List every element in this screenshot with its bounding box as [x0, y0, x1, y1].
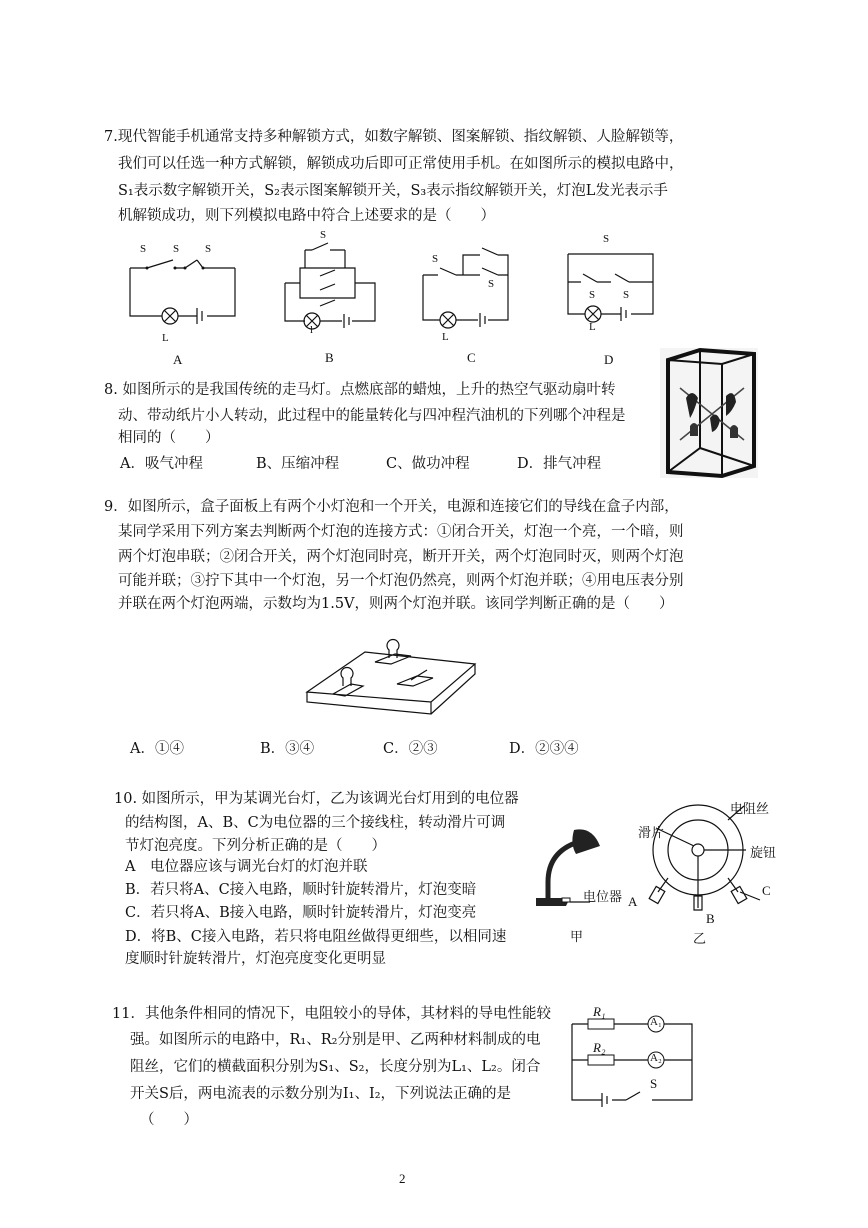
svg-text:S: S: [320, 229, 327, 241]
q7-line-1: 7.现代智能手机通常支持多种解锁方式，如数字解锁、图案解锁、指纹解锁、人脸解锁等，: [104, 129, 684, 145]
svg-text:S: S: [589, 289, 596, 301]
svg-text:S: S: [140, 243, 147, 255]
q8-option-a: A．吸气冲程: [120, 456, 203, 472]
circuit-d-diagram: [563, 233, 663, 333]
q8-line-1: 8. 如图所示的是我国传统的走马灯。点燃底部的蜡烛，上升的热空气驱动扇叶转: [104, 382, 616, 398]
svg-text:S: S: [205, 243, 212, 255]
q8-line-3: 相同的（ ）: [118, 430, 220, 446]
knob-label: 旋钮: [750, 845, 777, 860]
ammeter-circuit-diagram: [568, 1010, 698, 1110]
q8-option-b: B、压缩冲程: [256, 456, 340, 472]
q7-line-3: S₁表示数字解锁开关，S₂表示图案解锁开关，S₃表示指纹解锁开关，灯泡L发光表示手: [118, 183, 668, 199]
resistance-wire-label: 电阻丝: [730, 801, 770, 816]
q9-line-2: 某同学采用下列方案去判断两个灯泡的连接方式：①闭合开关，灯泡一个亮，一个暗，则: [118, 524, 684, 540]
q10-option-a: A 电位器应该与调光台灯的灯泡并联: [125, 859, 368, 875]
q11-line-1: 11．其他条件相同的情况下，电阻较小的导体，其材料的导电性能较: [112, 1006, 551, 1022]
ammeter-2-label: A₂: [650, 1052, 662, 1064]
circuit-b-label: B: [325, 350, 334, 365]
svg-text:S: S: [488, 278, 495, 290]
figure-jia-label: 甲: [570, 929, 584, 944]
q9-line-4: 可能并联；③拧下其中一个灯泡，另一个灯泡仍然亮，则两个灯泡并联；④用电压表分别: [118, 573, 684, 589]
q10-line-3: 节灯泡亮度。下列分析正确的是（ ）: [125, 838, 386, 854]
figure-yi-label: 乙: [693, 931, 707, 946]
circuit-d-label: D: [604, 352, 614, 367]
q11-line-3: 阻丝，它们的横截面积分别为S₁、S₂，长度分别为L₁、L₂。闭合: [130, 1059, 541, 1075]
q10-line-2: 的结构图，A、B、C为电位器的三个接线柱，转动滑片可调: [125, 815, 506, 831]
q9-option-a: A．①④: [130, 741, 184, 757]
q11-line-4: 开关S后，两电流表的示数分别为I₁、I₂，下列说法正确的是: [130, 1086, 512, 1102]
q9-line-5: 并联在两个灯泡两端，示数均为1.5V，则两个灯泡并联。该同学判断正确的是（ ）: [118, 596, 674, 612]
q10-line-1: 10. 如图所示，甲为某调光台灯，乙为该调光台灯用到的电位器: [114, 791, 519, 807]
svg-text:S: S: [432, 253, 439, 265]
q8-option-c: C、做功冲程: [386, 456, 470, 472]
q10-option-d: D．将B、C接入电路，若只将电阻丝做得更细些，以相同速: [125, 929, 507, 945]
slider-label: 滑片: [638, 825, 665, 840]
q8-option-d: D．排气冲程: [517, 456, 602, 472]
lamp-box-diagram: [305, 640, 477, 715]
svg-text:L: L: [162, 332, 169, 344]
q7-line-2: 我们可以任选一种方式解锁，解锁成功后即可正常使用手机。在如图所示的模拟电路中，: [118, 156, 684, 172]
q11-line-5: （ ）: [140, 1112, 198, 1128]
q9-option-d: D．②③④: [509, 741, 579, 757]
q7-line-4: 机解锁成功，则下列模拟电路中符合上述要求的是（ ）: [118, 208, 495, 224]
circuit-c-diagram: [418, 240, 518, 343]
terminal-b-label: B: [706, 911, 715, 926]
svg-text:S: S: [623, 289, 630, 301]
q10-option-d-cont: 度顺时针旋转滑片，灯泡亮度变化更明显: [125, 951, 386, 967]
q10-option-c: C．若只将A、B接入电路，顺时针旋转滑片，灯泡变亮: [125, 905, 477, 921]
q11-line-2: 强。如图所示的电路中，R₁、R₂分别是甲、乙两种材料制成的电: [130, 1032, 541, 1048]
circuit-c-label: C: [467, 350, 476, 365]
svg-text:L: L: [442, 331, 449, 343]
terminal-a-label: A: [628, 894, 638, 909]
circuit-b-diagram: [280, 228, 380, 336]
terminal-c-label: C: [762, 883, 771, 898]
circuit-a-label: A: [173, 352, 183, 367]
svg-text:S: S: [173, 243, 180, 255]
q10-option-b: B．若只将A、C接入电路，顺时针旋转滑片，灯泡变暗: [125, 882, 477, 898]
revolving-lantern-image: [660, 348, 758, 478]
q9-option-b: B．③④: [260, 741, 315, 757]
potentiometer-label: 电位器: [583, 889, 623, 904]
page-number: 2: [399, 1171, 406, 1186]
q8-line-2: 动、带动纸片小人转动，此过程中的能量转化与四冲程汽油机的下列哪个冲程是: [118, 408, 626, 424]
r1-label: R₁: [593, 1004, 606, 1019]
switch-s-label: S: [650, 1076, 658, 1091]
q9-option-c: C．②③: [383, 741, 438, 757]
q9-line-3: 两个灯泡串联；②闭合开关，两个灯泡同时亮，断开开关，两个灯泡同时灭，则两个灯泡: [118, 549, 684, 565]
svg-text:S: S: [603, 233, 610, 245]
circuit-a-diagram: [125, 238, 237, 344]
q9-line-1: 9．如图所示，盒子面板上有两个小灯泡和一个开关，电源和连接它们的导线在盒子内部，: [104, 499, 679, 515]
ammeter-1-label: A₁: [650, 1016, 662, 1028]
svg-text:L: L: [589, 321, 596, 333]
svg-text:l: l: [310, 324, 314, 336]
r2-label: R₂: [593, 1040, 606, 1055]
